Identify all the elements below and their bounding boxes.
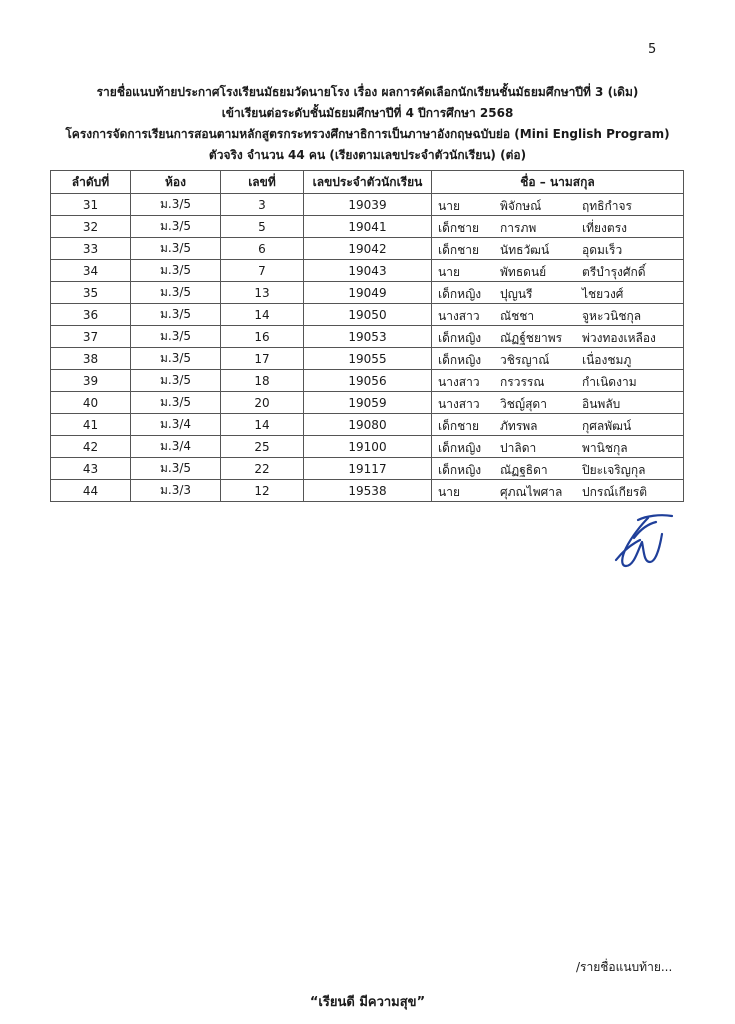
full-name-cell (432, 304, 684, 326)
first-name: ณัฏฐธิดา (500, 463, 548, 477)
class-number-cell: 12 (221, 480, 304, 502)
order-cell: 36 (51, 304, 131, 326)
name-prefix: เด็กหญิง (438, 441, 482, 455)
signature-mark (598, 500, 678, 580)
full-name-cell (432, 282, 684, 304)
student-id-cell: 19117 (304, 458, 432, 480)
last-name: เที่ยงตรง (582, 221, 627, 235)
table-row (51, 326, 684, 348)
header-full-name: ชื่อ – นามสกุล (432, 171, 684, 194)
table-row (51, 436, 684, 458)
table-row (51, 458, 684, 480)
order-cell: 38 (51, 348, 131, 370)
order-cell: 40 (51, 392, 131, 414)
class-number-cell: 18 (221, 370, 304, 392)
full-name-cell (432, 480, 684, 502)
last-name: พานิชกุล (582, 441, 628, 455)
name-prefix: เด็กหญิง (438, 353, 482, 367)
document-heading (40, 82, 695, 166)
full-name-cell (432, 348, 684, 370)
class-number-cell: 14 (221, 304, 304, 326)
table-row (51, 370, 684, 392)
continued-note: /รายชื่อแนบท้าย... (576, 960, 673, 974)
room-cell: ม.3/5 (131, 194, 221, 216)
heading-line-2: เข้าเรียนต่อระดับชั้นมัธยมศึกษาปีที่ 4 ปีการศึกษา 2568 (221, 106, 514, 120)
name-prefix: เด็กชาย (438, 243, 480, 257)
full-name-cell (432, 326, 684, 348)
order-cell: 42 (51, 436, 131, 458)
room-cell: ม.3/5 (131, 370, 221, 392)
name-prefix: นางสาว (438, 309, 480, 323)
room-cell: ม.3/5 (131, 348, 221, 370)
order-cell: 34 (51, 260, 131, 282)
student-id-cell: 19059 (304, 392, 432, 414)
heading-line-1: รายชื่อแนบท้ายประกาศโรงเรียนมัธยมวัดนายโรง เรื่อง ผลการคัดเลือกนักเรียนชั้นมัธยมศึกษาปีที่ 3 (เดิม) (96, 85, 639, 99)
room-cell: ม.3/5 (131, 282, 221, 304)
first-name: ณัฏฐ์ชยาพร (500, 331, 563, 345)
header-order: ลำดับที่ (51, 171, 131, 194)
first-name: ณัชชา (500, 309, 535, 323)
heading-line-3: โครงการจัดการเรียนการสอนตามหลักสูตรกระทรวงศึกษาธิการเป็นภาษาอังกฤษฉบับย่อ (Mini English Program) (65, 127, 670, 141)
table-row (51, 480, 684, 502)
order-cell: 35 (51, 282, 131, 304)
class-number-cell: 13 (221, 282, 304, 304)
full-name-cell (432, 392, 684, 414)
table-row (51, 392, 684, 414)
class-number-cell: 17 (221, 348, 304, 370)
last-name: พ่วงทองเหลือง (582, 331, 656, 345)
class-number-cell: 20 (221, 392, 304, 414)
last-name: อินพลับ (582, 397, 621, 411)
last-name: อุดมเร็ว (582, 243, 623, 257)
school-motto: “เรียนดี มีความสุข” (309, 995, 426, 1010)
room-cell: ม.3/5 (131, 304, 221, 326)
order-cell: 33 (51, 238, 131, 260)
full-name-cell (432, 238, 684, 260)
full-name-cell (432, 216, 684, 238)
room-cell: ม.3/4 (131, 414, 221, 436)
page-number: 5 (648, 42, 657, 57)
name-prefix: นาย (438, 485, 460, 499)
table-row (51, 194, 684, 216)
full-name-cell (432, 458, 684, 480)
last-name: จูหะวนิชกุล (582, 309, 642, 323)
first-name: วชิรญาณ์ (500, 353, 550, 367)
name-prefix: นางสาว (438, 375, 480, 389)
full-name-cell (432, 194, 684, 216)
order-cell: 32 (51, 216, 131, 238)
name-prefix: เด็กชาย (438, 419, 480, 433)
order-cell: 37 (51, 326, 131, 348)
table-header-row (51, 171, 684, 194)
first-name: ภัทรพล (500, 419, 538, 433)
name-prefix: เด็กหญิง (438, 463, 482, 477)
room-cell: ม.3/5 (131, 392, 221, 414)
student-id-cell: 19041 (304, 216, 432, 238)
student-id-cell: 19043 (304, 260, 432, 282)
name-prefix: เด็กหญิง (438, 331, 482, 345)
table-row (51, 348, 684, 370)
name-prefix: เด็กชาย (438, 221, 480, 235)
name-prefix: นางสาว (438, 397, 480, 411)
student-id-cell: 19039 (304, 194, 432, 216)
name-prefix: นาย (438, 199, 460, 213)
heading-line-4: ตัวจริง จำนวน 44 คน (เรียงตามเลขประจำตัวนักเรียน) (ต่อ) (208, 148, 527, 162)
student-id-cell: 19049 (304, 282, 432, 304)
order-cell: 43 (51, 458, 131, 480)
full-name-cell (432, 370, 684, 392)
header-class-number: เลขที่ (221, 171, 304, 194)
last-name: ฤทธิกำจร (582, 199, 632, 213)
class-number-cell: 25 (221, 436, 304, 458)
full-name-cell (432, 414, 684, 436)
first-name: กรวรรณ (500, 375, 545, 389)
first-name: นัทธวัฒน์ (500, 243, 550, 257)
table-body (51, 194, 684, 502)
first-name: วิชญ์สุดา (500, 397, 547, 411)
class-number-cell: 7 (221, 260, 304, 282)
student-id-cell: 19056 (304, 370, 432, 392)
student-id-cell: 19042 (304, 238, 432, 260)
student-roster-table (50, 170, 684, 502)
class-number-cell: 5 (221, 216, 304, 238)
full-name-cell (432, 260, 684, 282)
order-cell: 44 (51, 480, 131, 502)
student-id-cell: 19080 (304, 414, 432, 436)
room-cell: ม.3/3 (131, 480, 221, 502)
room-cell: ม.3/5 (131, 458, 221, 480)
table-row (51, 282, 684, 304)
student-id-cell: 19050 (304, 304, 432, 326)
last-name: ตรีบำรุงศักดิ์ (582, 265, 646, 279)
student-id-cell: 19538 (304, 480, 432, 502)
student-id-cell: 19055 (304, 348, 432, 370)
name-prefix: เด็กหญิง (438, 287, 482, 301)
header-student-id: เลขประจำตัวนักเรียน (304, 171, 432, 194)
last-name: ปิยะเจริญกุล (582, 463, 646, 477)
order-cell: 39 (51, 370, 131, 392)
room-cell: ม.3/4 (131, 436, 221, 458)
first-name: พิจักษณ์ (500, 199, 542, 213)
student-id-cell: 19100 (304, 436, 432, 458)
table-row (51, 260, 684, 282)
room-cell: ม.3/5 (131, 216, 221, 238)
last-name: กำเนิดงาม (582, 375, 637, 389)
first-name: ศุภณไพศาล (500, 485, 563, 499)
room-cell: ม.3/5 (131, 260, 221, 282)
class-number-cell: 3 (221, 194, 304, 216)
class-number-cell: 22 (221, 458, 304, 480)
last-name: เนื่องชมภู (582, 353, 632, 367)
room-cell: ม.3/5 (131, 326, 221, 348)
name-prefix: นาย (438, 265, 460, 279)
student-id-cell: 19053 (304, 326, 432, 348)
last-name: กุศลพัฒน์ (582, 419, 632, 433)
class-number-cell: 14 (221, 414, 304, 436)
full-name-cell (432, 436, 684, 458)
order-cell: 41 (51, 414, 131, 436)
first-name: การภพ (500, 221, 537, 235)
order-cell: 31 (51, 194, 131, 216)
first-name: ปาลิดา (500, 441, 537, 455)
last-name: ไชยวงศ์ (582, 287, 624, 301)
table-row (51, 414, 684, 436)
first-name: ปุญนรี (500, 287, 533, 301)
table-row (51, 216, 684, 238)
last-name: ปกรณ์เกียรติ (582, 485, 648, 499)
table-row (51, 304, 684, 326)
class-number-cell: 6 (221, 238, 304, 260)
room-cell: ม.3/5 (131, 238, 221, 260)
first-name: พัทธดนย์ (500, 265, 547, 279)
class-number-cell: 16 (221, 326, 304, 348)
table-row (51, 238, 684, 260)
header-room: ห้อง (131, 171, 221, 194)
